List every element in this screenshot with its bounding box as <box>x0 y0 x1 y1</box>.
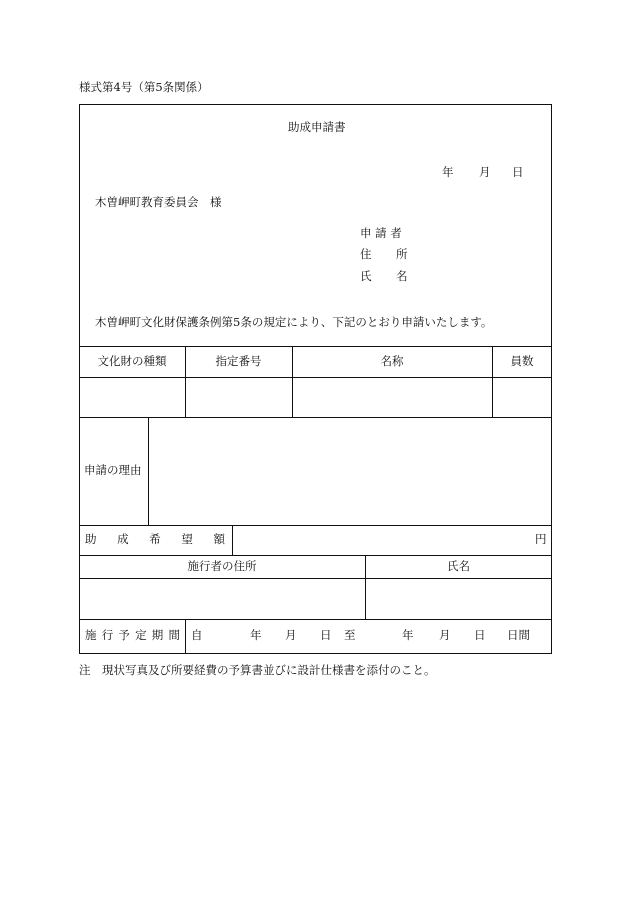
applicant-address-char-2: 所 <box>396 247 408 261</box>
header-designation-number: 指定番号 <box>215 354 262 368</box>
date-day: 日 <box>512 165 524 179</box>
addressee: 木曽岬町教育委員会 様 <box>95 195 222 209</box>
desired-amount-char-5: 額 <box>213 532 225 546</box>
period-from: 自 <box>191 628 203 642</box>
cell-designation-number[interactable] <box>186 378 292 417</box>
applicant-name-char-2: 名 <box>396 269 408 283</box>
period-label <box>85 630 180 642</box>
period-to-month: 月 <box>439 628 451 642</box>
amount-bottom-line <box>79 555 552 556</box>
table-top-line <box>79 346 552 347</box>
date-month: 月 <box>479 165 491 179</box>
cell-name[interactable] <box>293 378 492 417</box>
desired-amount-char-2: 成 <box>117 532 129 546</box>
contractor-row-bottom-line <box>79 619 552 620</box>
period-char-6: 間 <box>168 628 180 642</box>
contractor-address-label: 施行者の住所 <box>187 559 257 573</box>
reason-label: 申請の理由 <box>84 463 142 477</box>
desired-amount-char-4: 望 <box>181 532 193 546</box>
header-name: 名称 <box>380 354 404 368</box>
cell-count[interactable] <box>493 378 551 417</box>
period-char-1: 施 <box>85 628 97 642</box>
period-from-month: 月 <box>285 628 297 642</box>
yen-unit: 円 <box>535 532 547 546</box>
period-char-4: 定 <box>135 628 147 642</box>
period-char-5: 期 <box>151 628 164 642</box>
contractor-name-field[interactable] <box>366 579 551 619</box>
contractor-name-label: 氏名 <box>447 559 470 573</box>
header-type: 文化財の種類 <box>97 354 167 368</box>
date-year: 年 <box>442 165 454 179</box>
period-to-day: 日 <box>474 628 486 642</box>
period-duration: 日間 <box>507 628 530 642</box>
applicant-address-char-1: 住 <box>360 247 372 261</box>
desired-amount-char-3: 希 <box>149 532 161 546</box>
form-title: 助成申請書 <box>288 120 346 134</box>
desired-amount-field[interactable] <box>233 526 533 555</box>
header-count: 員数 <box>510 354 534 368</box>
footnote: 注 現状写真及び所要経費の予算書並びに設計仕様書を添付のこと。 <box>79 663 436 677</box>
applicant-name-char-1: 氏 <box>360 269 372 283</box>
form-number: 様式第4号（第5条関係） <box>79 80 209 94</box>
reason-field[interactable] <box>149 418 551 525</box>
cell-type[interactable] <box>80 378 185 417</box>
desired-amount-char-1: 助 <box>85 532 97 546</box>
applicant-label: 申 請 者 <box>360 226 402 240</box>
period-to-year: 年 <box>402 628 414 642</box>
desired-amount-label <box>85 534 225 546</box>
period-char-2: 行 <box>101 628 114 642</box>
period-to: 至 <box>344 628 356 642</box>
period-divider <box>185 619 186 654</box>
period-from-year: 年 <box>250 628 262 642</box>
period-from-day: 日 <box>320 628 332 642</box>
period-char-3: 予 <box>118 628 130 642</box>
statement: 木曽岬町文化財保護条例第5条の規定により、下記のとおり申請いたします。 <box>95 315 493 329</box>
contractor-address-field[interactable] <box>80 579 365 619</box>
